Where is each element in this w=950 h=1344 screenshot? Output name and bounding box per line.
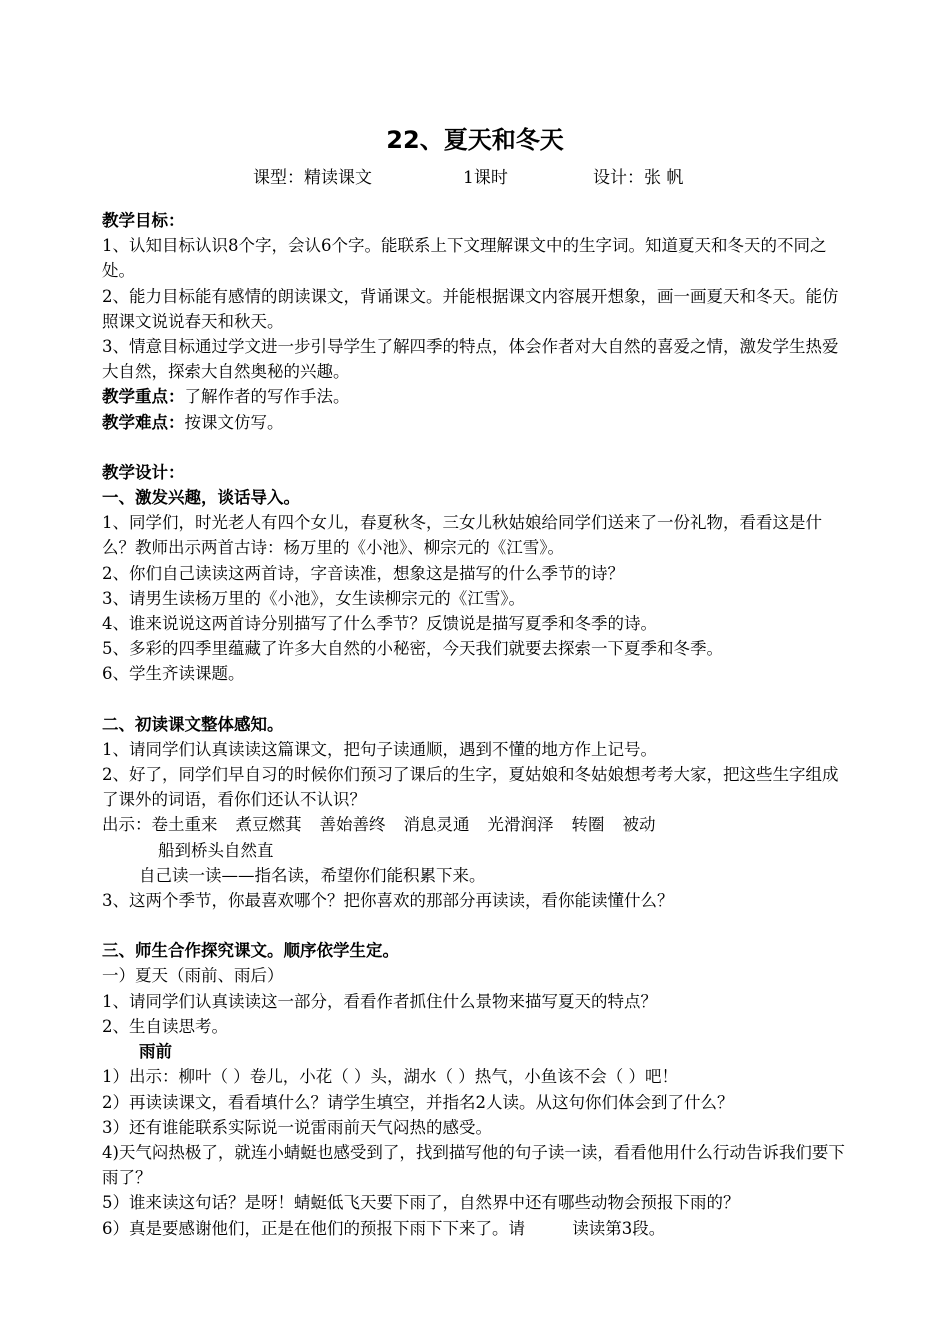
show-label: 出示： xyxy=(102,815,152,835)
list-item: 6、学生齐读课题。 xyxy=(102,664,245,684)
document-body xyxy=(102,208,852,1241)
word-list xyxy=(102,812,852,837)
lesson-designer: 设计：张 帆 xyxy=(593,168,684,188)
step-item: 6）真是要感谢他们，正是在他们的预报下雨下下来了。请 读读第3段。 xyxy=(102,1218,666,1238)
list-item: 4、谁来说说这两首诗分别描写了什么季节？反馈说是描写夏季和冬季的诗。 xyxy=(102,614,657,634)
teaching-focus xyxy=(102,384,852,409)
list-item: 2、好了，同学们早自习的时候你们预习了课后的生字，夏姑娘和冬姑娘想考考大家，把这些生字组成了课外的词语，看你们还认不认识？ xyxy=(102,765,839,810)
focus-text: 了解作者的写作手法。 xyxy=(184,387,350,407)
focus-label: 教学重点： xyxy=(102,387,185,407)
lesson-type: 课型：精读课文 xyxy=(253,168,372,188)
word: 转圈 xyxy=(571,815,605,835)
design-heading: 教学设计： xyxy=(102,462,185,482)
difficulty-text: 按课文仿写。 xyxy=(184,412,284,432)
list-item: 2、生自读思考。 xyxy=(102,1016,228,1036)
step-item: 1）出示：柳叶（ ）卷儿，小花（ ）头，湖水（ ）热气，小鱼该不会（ ）吧！ xyxy=(102,1067,678,1087)
goal-3: 3、情意目标通过学文进一步引导学生了解四季的特点，体会作者对大自然的喜爱之情，激发学生热爱大自然，探索大自然奥秘的兴趣。 xyxy=(102,337,839,382)
list-item: 1、请同学们认真读读这篇课文，把句子读通顺，遇到不懂的地方作上记号。 xyxy=(102,739,657,759)
step-item: 5）谁来读这句话？是呀！蜻蜓低飞天要下雨了，自然界中还有哪些动物会预报下雨的？ xyxy=(102,1193,740,1213)
list-item: 1、同学们，时光老人有四个女儿，春夏秋冬，三女儿秋姑娘给同学们送来了一份礼物，看看这是什么？教师出示两首古诗：杨万里的《小池》、柳宗元的《江雪》。 xyxy=(102,513,822,558)
word: 煮豆燃萁 xyxy=(235,815,302,835)
list-item: 3、这两个季节，你最喜欢哪个？把你喜欢的那部分再读读，看你能读懂什么？ xyxy=(102,891,674,911)
section-2-heading: 二、初读课文整体感知。 xyxy=(102,714,284,734)
list-item: 1、请同学们认真读读这一部分，看看作者抓住什么景物来描写夏天的特点？ xyxy=(102,991,657,1011)
subsection-heading: 一）夏天（雨前、雨后） xyxy=(102,966,284,986)
step-item: 3）还有谁能联系实际说一说雷雨前天气闷热的感受。 xyxy=(102,1117,492,1137)
word: 善始善终 xyxy=(319,815,386,835)
section-1-heading: 一、激发兴趣，谈话导入。 xyxy=(102,488,300,508)
list-item: 3、请男生读杨万里的《小池》，女生读柳宗元的《江雪》。 xyxy=(102,588,525,608)
list-item: 5、多彩的四季里蕴藏了许多大自然的小秘密，今天我们就要去探索一下夏季和冬季。 xyxy=(102,639,723,659)
section-3-heading: 三、师生合作探究课文。顺序依学生定。 xyxy=(102,941,399,961)
step-item: 4)天气闷热极了，就连小蜻蜓也感受到了，找到描写他的句子读一读，看看他用什么行动告诉我们要下雨了？ xyxy=(102,1142,845,1188)
read-instruction: 自己读一读——指名读，希望你们能积累下来。 xyxy=(139,865,486,885)
word: 消息灵通 xyxy=(403,815,470,835)
word: 卷土重来 xyxy=(151,815,218,835)
word: 被动 xyxy=(622,815,656,835)
goal-2: 2、能力目标能有感情的朗读课文，背诵课文。并能根据课文内容展开想象，画一画夏天和冬天。能仿照课文说说春天和秋天。 xyxy=(102,286,839,331)
before-rain-heading: 雨前 xyxy=(139,1042,172,1062)
word: 光滑润泽 xyxy=(487,815,554,835)
word: 船到桥头自然直 xyxy=(158,840,274,860)
step-item: 2）再读读课文，看看填什么？请学生填空，并指名2人读。从这句你们体会到了什么？ xyxy=(102,1092,734,1112)
list-item: 2、你们自己读读这两首诗，字音读准，想象这是描写的什么季节的诗？ xyxy=(102,563,624,583)
goal-1: 1、认知目标认识8个字，会认6个字。能联系上下文理解课文中的生字词。知道夏天和冬天的不同之处。 xyxy=(102,236,827,281)
lesson-title: 22、夏天和冬天 xyxy=(386,126,564,154)
lesson-hours: 1课时 xyxy=(463,168,508,188)
teaching-difficulty xyxy=(102,410,852,435)
difficulty-label: 教学难点： xyxy=(102,412,185,432)
goals-heading: 教学目标： xyxy=(102,211,185,230)
